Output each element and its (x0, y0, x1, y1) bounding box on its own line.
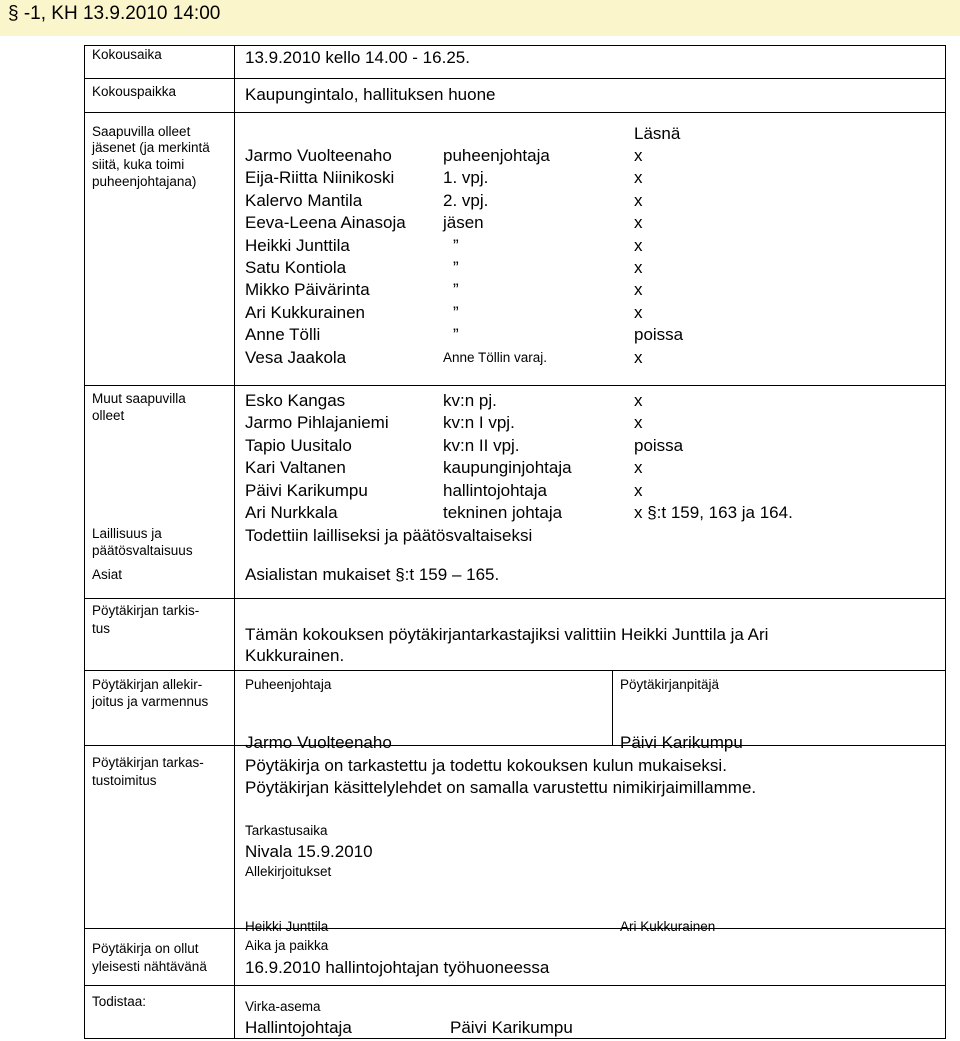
others-row-role: kv:n I vpj. (443, 413, 515, 433)
members-row-status: x (634, 190, 643, 210)
review-label-line: Pöytäkirjan tarkas- (92, 755, 204, 770)
certify-signer: Päivi Karikumpu (450, 1018, 573, 1037)
members-row-role: 2. vpj. (443, 190, 489, 210)
members-row-role: ” (453, 302, 459, 322)
members-row-name: Kalervo Mantila (245, 190, 363, 210)
row-divider (84, 385, 946, 386)
members-row-name: Vesa Jaakola (245, 347, 347, 367)
members-row-name: Eija-Riitta Niinikoski (245, 168, 395, 188)
members-row-name: Satu Kontiola (245, 258, 347, 277)
members-row-role: puheenjohtaja (443, 146, 550, 165)
legality-value: Todettiin lailliseksi ja päätösvaltaiseksi (245, 526, 533, 545)
members-row-status: x (634, 347, 643, 367)
others-row-name: Esko Kangas (245, 391, 346, 410)
inspector-name: Heikki Junttila (245, 919, 329, 934)
row-divider (84, 45, 946, 46)
members-row-role: ” (453, 280, 459, 300)
members-row-role: ” (453, 325, 459, 345)
row-divider (84, 745, 946, 746)
certify-label: Todistaa: (92, 994, 147, 1009)
signatures-label: Allekirjoitukset (245, 864, 332, 879)
others-row-name: Tapio Uusitalo (245, 435, 352, 455)
page-header (0, 0, 960, 36)
others-row-status: x §:t 159, 163 ja 164. (634, 503, 793, 522)
matters-value: Asialistan mukaiset §:t 159 – 165. (245, 565, 500, 584)
review-label-line: tustoimitus (92, 773, 157, 788)
column-divider (945, 45, 946, 1039)
row-divider (84, 112, 946, 113)
column-divider (612, 670, 613, 745)
members-row-name: Jarmo Vuolteenaho (245, 146, 392, 165)
members-row-role: jäsen (443, 213, 484, 233)
chair-label: Puheenjohtaja (245, 677, 332, 692)
present-header: Läsnä (634, 124, 681, 143)
members-row-name: Ari Kukkurainen (245, 302, 366, 322)
public-place-value: 16.9.2010 hallintojohtajan työhuoneessa (245, 958, 550, 977)
legality-label-line: Laillisuus ja (92, 526, 162, 541)
others-row-status: x (634, 413, 643, 433)
others-row-name: Jarmo Pihlajaniemi (245, 413, 389, 433)
position-label: Virka-asema (245, 999, 321, 1014)
review-time-value: Nivala 15.9.2010 (245, 842, 373, 861)
others-row-status: x (634, 458, 643, 478)
members-row-role: ” (453, 258, 459, 277)
signing-label-line: joitus ja varmennus (92, 694, 209, 709)
members-label-line: puheenjohtajana) (92, 174, 197, 189)
members-row-name: Heikki Junttila (245, 235, 350, 255)
public-place-label: Aika ja paikka (245, 938, 329, 953)
review-line: Pöytäkirjan käsittelylehdet on samalla varustettu nimikirjaimillamme. (245, 778, 757, 797)
inspection-label-line: tus (92, 621, 111, 636)
meeting-place-label: Kokouspaikka (92, 84, 177, 99)
row-divider (84, 78, 946, 79)
others-label-line: Muut saapuvilla (92, 391, 186, 406)
inspection-line: Tämän kokouksen pöytäkirjantarkastajiksi valittiin Heikki Junttila ja Ari (245, 625, 769, 644)
others-row-status: x (634, 391, 643, 410)
members-row-status: poissa (634, 325, 684, 345)
row-divider (84, 928, 946, 929)
members-row-status: x (634, 258, 643, 277)
members-row-status: x (634, 146, 643, 165)
members-row-name: Mikko Päivärinta (245, 280, 370, 300)
inspector-name: Ari Kukkurainen (620, 919, 716, 934)
others-label-line: olleet (92, 408, 125, 423)
others-row-name: Päivi Karikumpu (245, 480, 368, 500)
row-divider (84, 985, 946, 986)
others-row-status: poissa (634, 435, 684, 455)
members-row-status: x (634, 302, 643, 322)
review-time-label: Tarkastusaika (245, 823, 328, 838)
chair-name: Jarmo Vuolteenaho (245, 733, 392, 752)
others-row-role: hallintojohtaja (443, 480, 547, 500)
secretary-name: Päivi Karikumpu (620, 733, 743, 752)
members-row-role: Anne Töllin varaj. (443, 349, 548, 365)
members-row-status: x (634, 213, 643, 233)
legality-label-line: päätösvaltaisuus (92, 543, 193, 558)
others-row-role: tekninen johtaja (443, 503, 563, 522)
members-row-status: x (634, 168, 643, 188)
inspection-line: Kukkurainen. (245, 646, 345, 665)
column-divider (234, 45, 235, 1039)
page-title: § -1, KH 13.9.2010 14:00 (8, 3, 221, 24)
public-label-line: yleisesti nähtävänä (92, 959, 207, 974)
members-row-status: x (634, 235, 643, 255)
others-row-role: kv:n II vpj. (443, 435, 520, 455)
members-row-status: x (634, 280, 643, 300)
meeting-place-value: Kaupungintalo, hallituksen huone (245, 85, 496, 104)
others-row-role: kaupunginjohtaja (443, 458, 572, 478)
members-row-name: Eeva-Leena Ainasoja (245, 213, 406, 233)
public-label-line: Pöytäkirja on ollut (92, 941, 199, 956)
others-row-name: Kari Valtanen (245, 458, 346, 478)
members-label-line: siitä, kuka toimi (92, 157, 185, 172)
matters-label: Asiat (92, 567, 123, 582)
others-row-status: x (634, 480, 643, 500)
row-divider (84, 1038, 946, 1039)
members-row-role: ” (453, 235, 459, 255)
meeting-time-label: Kokousaika (92, 47, 162, 62)
meeting-time-value: 13.9.2010 kello 14.00 - 16.25. (245, 48, 470, 67)
others-row-name: Ari Nurkkala (245, 503, 338, 522)
review-line: Pöytäkirja on tarkastettu ja todettu kokouksen kulun mukaiseksi. (245, 756, 727, 775)
members-label-line: Saapuvilla olleet (92, 124, 191, 139)
row-divider (84, 598, 946, 599)
members-row-name: Anne Tölli (245, 325, 321, 345)
signing-label-line: Pöytäkirjan allekir- (92, 677, 203, 692)
column-divider (84, 45, 85, 1039)
row-divider (84, 670, 946, 671)
inspection-label-line: Pöytäkirjan tarkis- (92, 603, 200, 618)
members-row-role: 1. vpj. (443, 168, 489, 188)
secretary-label: Pöytäkirjanpitäjä (620, 677, 720, 692)
members-label-line: jäsenet (ja merkintä (92, 140, 210, 155)
others-row-role: kv:n pj. (443, 391, 497, 410)
position-value: Hallintojohtaja (245, 1018, 352, 1037)
